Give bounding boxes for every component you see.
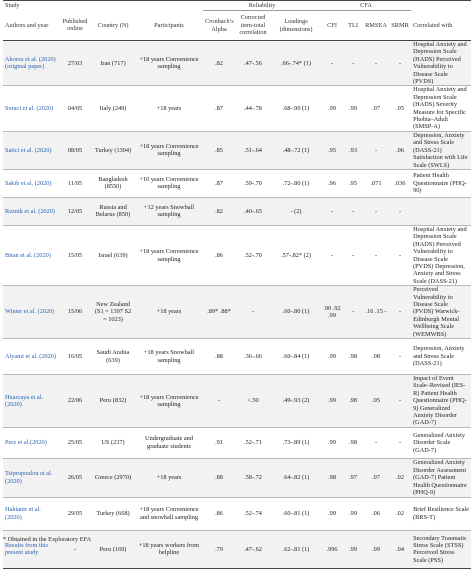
correlated-cell: Generalized Anxiety Disorder Assessment (GAD-7) Patient Health Questionnaire (PHQ-9) (411, 458, 471, 497)
country-cell: Italy (249) (91, 86, 135, 131)
author-cell: Winter et al. (2020) (3, 286, 59, 339)
country-cell: Peru (169) (91, 530, 135, 568)
participants-cell: +18 years Convenience sampling (135, 375, 203, 428)
country-cell: Turkey (1304) (91, 131, 135, 169)
header-reliability: Reliability (203, 1, 321, 11)
published-cell: 26/05 (59, 458, 91, 497)
rmsea-cell: .071 (363, 169, 389, 197)
cfi-cell: - (321, 197, 343, 225)
country-cell: New Zealand (S1 = 1397 S2 = 1023) (91, 286, 135, 339)
corrected-cell: .52-.74 (235, 497, 271, 530)
table-row (3, 41, 471, 86)
alpha-cell: .79 (203, 530, 235, 568)
author-cell: Sakib et al. (2020) (3, 169, 59, 197)
participants-cell: +18 years Convenience sampling (135, 41, 203, 86)
country-cell: US (237) (91, 427, 135, 458)
tli-cell: .99 (343, 86, 363, 131)
srmr-cell: - (389, 286, 411, 339)
published-cell: 11/05 (59, 169, 91, 197)
correlated-cell: Hospital Anxiety and Depression Scale (HADS) Perceived Vulnerability to Disease Scale (PVDS) Depression, Anxiety and Stress Scale (DASS-21) (411, 225, 471, 285)
author-cell: Haktanir et al. (2020) (3, 497, 59, 530)
tli-cell: - (343, 197, 363, 225)
participants-cell: +18 years Snowball sampling (135, 339, 203, 375)
author-cell: Huarcaya et al. (2020) (3, 375, 59, 428)
author-cell: Results from this present study (3, 530, 59, 568)
country-cell: Peru (832) (91, 375, 135, 428)
correlated-cell: Brief Resilience Scale (BRS-T) (411, 497, 471, 530)
author-cell: Ahorsu et al. (2020) (original paper) (3, 41, 59, 86)
tli-cell: .98 (343, 375, 363, 428)
alpha-cell: .82 (203, 197, 235, 225)
cfi-cell: .99 (321, 86, 343, 131)
srmr-cell: .06 (389, 131, 411, 169)
country-cell: Saudi Arabia (639) (91, 339, 135, 375)
corrected-cell: .51-.64 (235, 131, 271, 169)
header-tli: TLI (343, 11, 363, 41)
corrected-cell: .59-.70 (235, 169, 271, 197)
loadings-cell: .73-.89 (1) (271, 427, 321, 458)
rmsea-cell: - (363, 131, 389, 169)
rmsea-cell: .07 (363, 86, 389, 131)
loadings-cell: .68-.90 (1) (271, 86, 321, 131)
tli-cell: .95 (343, 169, 363, 197)
loadings-cell: .72-.80 (1) (271, 169, 321, 197)
loadings-cell: .66-.74* (1) (271, 41, 321, 86)
rmsea-cell: .06 (363, 497, 389, 530)
table-row (3, 131, 471, 169)
header-country: Country (N) (91, 11, 135, 41)
table-row (3, 169, 471, 197)
participants-cell: +12 years Snowball sampling (135, 197, 203, 225)
published-cell: 27/03 (59, 41, 91, 86)
cfi-cell: .96 (321, 169, 343, 197)
rmsea-cell: .08 (363, 339, 389, 375)
tli-cell: .99 (343, 497, 363, 530)
header-cfa: CFA (321, 1, 411, 11)
header-participants: Participants (135, 11, 203, 41)
srmr-cell: .036 (389, 169, 411, 197)
author-cell: Soraci et al. (2020) (3, 86, 59, 131)
srmr-cell: .02 (389, 458, 411, 497)
table-row (3, 458, 471, 497)
cfi-cell: - (321, 41, 343, 86)
published-cell: 25/05 (59, 427, 91, 458)
srmr-cell: .04 (389, 530, 411, 568)
published-cell: 08/05 (59, 131, 91, 169)
srmr-cell: - (389, 427, 411, 458)
loadings-cell: .49-.93 (2) (271, 375, 321, 428)
participants-cell: +18 years (135, 458, 203, 497)
published-cell: 29/05 (59, 497, 91, 530)
correlated-cell: Impact of Event Scale–Revised (IES-R) Patient Health Questionnaire (PHQ-9) Generalized Anxiety Disorder (GAD-7) (411, 375, 471, 428)
cfi-cell: .996 (321, 530, 343, 568)
cfi-cell: .95 (321, 131, 343, 169)
srmr-cell: - (389, 339, 411, 375)
country-cell: Greece (2970) (91, 458, 135, 497)
rmsea-cell: .05 (363, 375, 389, 428)
corrected-cell: .36-.66 (235, 339, 271, 375)
alpha-cell: - (203, 375, 235, 428)
cfi-cell: .99 (321, 339, 343, 375)
loadings-cell: .48-.72 (1) (271, 131, 321, 169)
loadings-cell: .57-.82* (2) (271, 225, 321, 285)
correlated-cell: Patient Health Questionnaire (PHQ-90) (411, 169, 471, 197)
author-cell: Perz et al.(2020) (3, 427, 59, 458)
author-cell: Bitan et al. (2020) (3, 225, 59, 285)
srmr-cell: - (389, 375, 411, 428)
tli-cell: .99 (343, 530, 363, 568)
corrected-cell: .58-.72 (235, 458, 271, 497)
table-row (3, 225, 471, 285)
header-srmr: SRMR (389, 11, 411, 41)
table-row (3, 375, 471, 428)
srmr-cell: - (389, 197, 411, 225)
tli-cell: - (343, 225, 363, 285)
tli-cell: - (343, 286, 363, 339)
author-cell: Tsipropoulou et al. (2020) (3, 458, 59, 497)
alpha-cell: .87 (203, 169, 235, 197)
loadings-cell: .62-.81 (1) (271, 530, 321, 568)
published-cell: 04/05 (59, 86, 91, 131)
rmsea-cell: - (363, 225, 389, 285)
participants-cell: +18 years workers from helpline (135, 530, 203, 568)
rmsea-cell: - (363, 427, 389, 458)
alpha-cell: .87 (203, 86, 235, 131)
participants-cell: +18 years Convenience sampling (135, 225, 203, 285)
cfi-cell: - (321, 225, 343, 285)
participants-cell: +18 years (135, 86, 203, 131)
published-cell: 15/05 (59, 225, 91, 285)
published-cell: 15/06 (59, 286, 91, 339)
tli-cell: .98 (343, 427, 363, 458)
cfi-cell: .99 (321, 427, 343, 458)
author-cell: Reznik et al. (2020) (3, 197, 59, 225)
correlated-cell: Depression, Anxiety and Stress Scale (DASS-21) Satisfaction with Life Scale (SWLS) (411, 131, 471, 169)
corrected-cell: .47-.56 (235, 41, 271, 86)
tli-cell: .98 (343, 339, 363, 375)
alpha-cell: .88 (203, 458, 235, 497)
srmr-cell: .02 (389, 497, 411, 530)
correlated-cell (411, 197, 471, 225)
author-cell: Alyami et al. (2020) (3, 339, 59, 375)
header-alpha: Cronbach’s Alpha (203, 11, 235, 41)
corrected-cell: .44-.78 (235, 86, 271, 131)
rmsea-cell: - (363, 197, 389, 225)
table-row (3, 197, 471, 225)
participants-cell: +10 years Convenience sampling (135, 169, 203, 197)
correlated-cell: Secondary Traumatic Stress Scale (STSS) Perceived Stress Scale (PSS) (411, 530, 471, 568)
corrected-cell: .52-.71 (235, 427, 271, 458)
tli-cell: .93 (343, 131, 363, 169)
country-cell: Turkey (668) (91, 497, 135, 530)
corrected-cell: - (235, 286, 271, 339)
alpha-cell: .91 (203, 427, 235, 458)
table-row (3, 427, 471, 458)
cfi-cell: .99 (321, 375, 343, 428)
loadings-cell: .60-.81 (1) (271, 497, 321, 530)
loadings-cell: .60-.84 (1) (271, 339, 321, 375)
correlated-cell: Perceived Vulnerability to Disease Scale (PVDS) Warwick-Edinburgh Mental Wellbeing Scale (WEMWBS) (411, 286, 471, 339)
studies-table (3, 0, 471, 569)
header-authors: Authors and year (3, 11, 59, 41)
correlated-cell: Hospital Anxiety and Depression Scale (HADS) Severity Measure for Specific Phobia–Adult (SMSP-A) (411, 86, 471, 131)
header-loadings: Loadings (dimensions) (271, 11, 321, 41)
correlated-cell: Depression, Anxiety and Stress Scale (DASS-21) (411, 339, 471, 375)
table-row (3, 339, 471, 375)
header-corrected: Corrected item-total correlation (235, 11, 271, 41)
rmsea-cell: .09 (363, 530, 389, 568)
loadings-cell: .60-.80 (1) (271, 286, 321, 339)
cfi-cell: .98 (321, 458, 343, 497)
corrected-cell: .40-.65 (235, 197, 271, 225)
published-cell: - (59, 530, 91, 568)
cfi-cell: .99 (321, 497, 343, 530)
header-rmsea: RMSEA (363, 11, 389, 41)
table-row (3, 497, 471, 530)
country-cell: Bangladesh (8550) (91, 169, 135, 197)
loadings-cell: .64-.82 (1) (271, 458, 321, 497)
country-cell: Israel (639) (91, 225, 135, 285)
correlated-cell: Hospital Anxiety and Depression Scale (HADS) Perceived Vulnerability to Disease Scale (PVDS) (411, 41, 471, 86)
srmr-cell: - (389, 41, 411, 86)
participants-cell: +18 years (135, 286, 203, 339)
participants-cell: Undergraduate and graduate students (135, 427, 203, 458)
alpha-cell: .89* .88* (203, 286, 235, 339)
participants-cell: +18 years Convenience sampling (135, 131, 203, 169)
cfi-cell: .90 .92 .99 (321, 286, 343, 339)
rmsea-cell: - (363, 41, 389, 86)
correlated-cell: Generalized Anxiety Disorder Scale (GAD-7) (411, 427, 471, 458)
alpha-cell: .85 (203, 131, 235, 169)
header-cfi: CFI (321, 11, 343, 41)
alpha-cell: .88 (203, 339, 235, 375)
alpha-cell: .86 (203, 497, 235, 530)
published-cell: 12/05 (59, 197, 91, 225)
table-row (3, 286, 471, 339)
header-published: Published online (59, 11, 91, 41)
rmsea-cell: .16 .15 - (363, 286, 389, 339)
author-cell: Satici et al. (2020) (3, 131, 59, 169)
country-cell: Iran (717) (91, 41, 135, 86)
alpha-cell: .82 (203, 41, 235, 86)
rmsea-cell: .07 (363, 458, 389, 497)
country-cell: Russia and Belarus (850) (91, 197, 135, 225)
corrected-cell: <.50 (235, 375, 271, 428)
published-cell: 22/06 (59, 375, 91, 428)
corrected-cell: .47-.62 (235, 530, 271, 568)
corrected-cell: .52-.70 (235, 225, 271, 285)
footnote: * Obtained in the Exploratory EFA (3, 536, 92, 543)
srmr-cell: .05 (389, 86, 411, 131)
header-correlated: Correlated with (411, 11, 471, 41)
alpha-cell: .86 (203, 225, 235, 285)
participants-cell: +18 years Convenience and snowball sampling (135, 497, 203, 530)
header-study: Study (3, 1, 59, 11)
loadings-cell: - (2) (271, 197, 321, 225)
srmr-cell: - (389, 225, 411, 285)
tli-cell: - (343, 41, 363, 86)
table-row (3, 86, 471, 131)
published-cell: 16/05 (59, 339, 91, 375)
tli-cell: .97 (343, 458, 363, 497)
